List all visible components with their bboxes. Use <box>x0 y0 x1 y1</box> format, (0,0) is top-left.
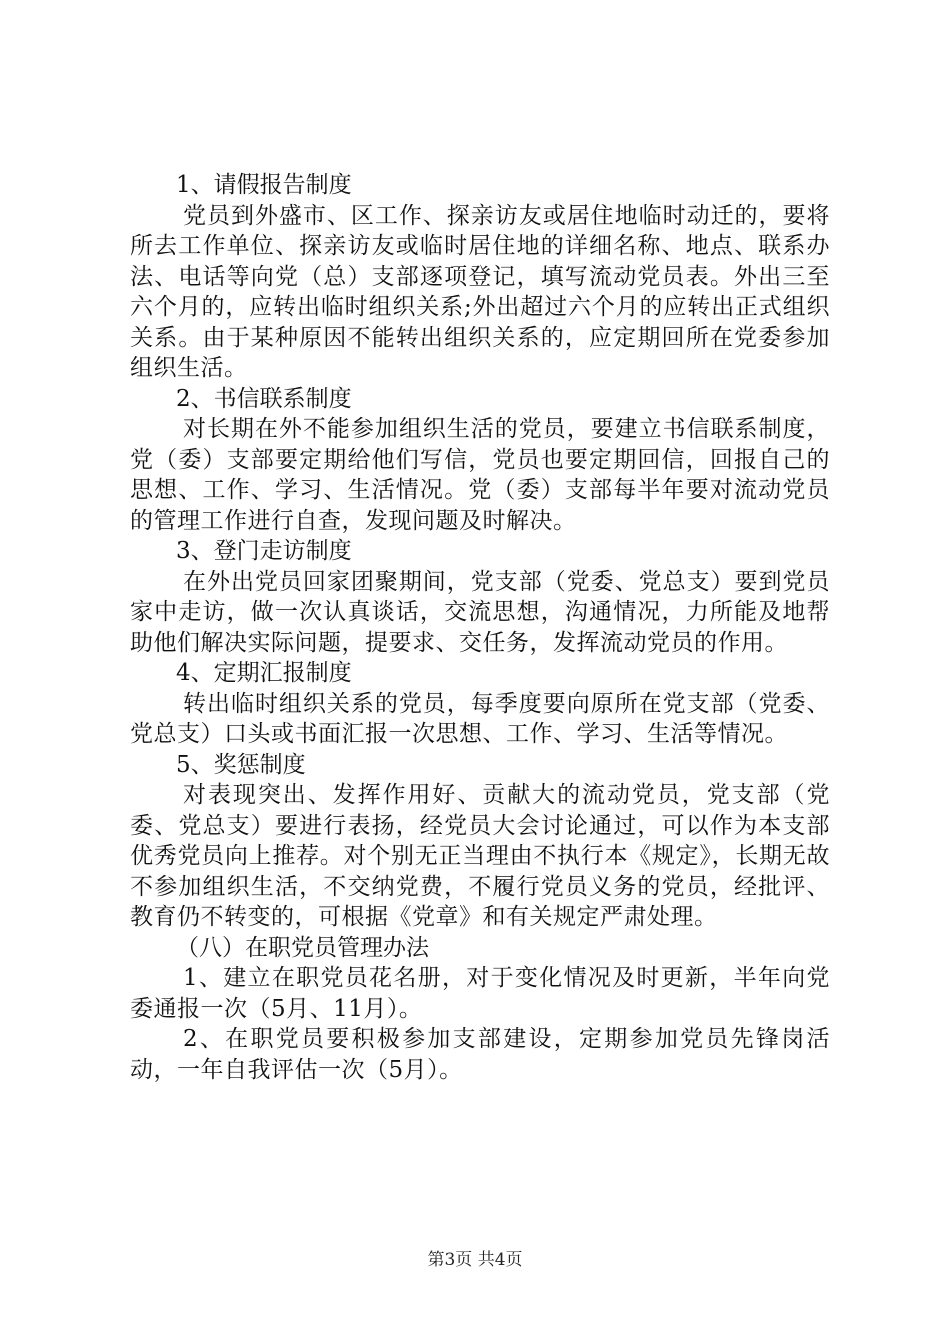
section-heading: 5、奖惩制度 <box>176 751 306 778</box>
paragraph: 转出临时组织关系的党员，每季度要向原所在党支部（党委、党总支）口头或书面汇报一次思想、工作、学习、生活等情况。 <box>130 690 830 747</box>
paragraph: 2、在职党员要积极参加支部建设，定期参加党员先锋岗活动，一年自我评估一次（5月）。 <box>130 1026 830 1083</box>
paragraph: 1、建立在职党员花名册，对于变化情况及时更新，半年向党委通报一次（5月、11月）。 <box>130 965 830 1022</box>
section-heading: 1、请假报告制度 <box>176 172 352 198</box>
page-footer <box>0 1250 950 1270</box>
section-heading: 3、登门走访制度 <box>176 538 352 564</box>
document-body <box>130 170 830 1085</box>
paragraph: 对表现突出、发挥作用好、贡献大的流动党员，党支部（党委、党总支）要进行表扬，经党员大会讨论通过，可以作为本支部优秀党员向上推荐。对个别无正当理由不执行本《规定》，长期无故不参加组织生活，不交纳党费，不履行党员义务的党员，经批评、教育仍不转变的，可根据《党章》和有关规定严肃处理。 <box>130 782 830 930</box>
section-heading: （八）在职党员管理办法 <box>176 934 429 961</box>
section-heading: 2、书信联系制度 <box>176 385 352 412</box>
page-number-label: 第3页 共4页 <box>427 1250 523 1270</box>
section-heading: 4、定期汇报制度 <box>176 660 352 686</box>
paragraph: 党员到外盛市、区工作、探亲访友或居住地临时动迁的，要将所去工作单位、探亲访友或临时居住地的详细名称、地点、联系办法、电话等向党（总）支部逐项登记，填写流动党员表。外出三至六个月的，应转出临时组织关系;外出超过六个月的应转出正式组织关系。由于某种原因不能转出组织关系的，应定期回所在党委参加组织生活。 <box>130 202 830 381</box>
paragraph: 对长期在外不能参加组织生活的党员，要建立书信联系制度，党（委）支部要定期给他们写信，党员也要定期回信，回报自己的思想、工作、学习、生活情况。党（委）支部每半年要对流动党员的管理工作进行自查，发现问题及时解决。 <box>130 416 830 534</box>
paragraph: 在外出党员回家团聚期间，党支部（党委、党总支）要到党员家中走访，做一次认真谈话，交流思想，沟通情况，力所能及地帮助他们解决实际问题，提要求、交任务，发挥流动党员的作用。 <box>130 568 830 656</box>
